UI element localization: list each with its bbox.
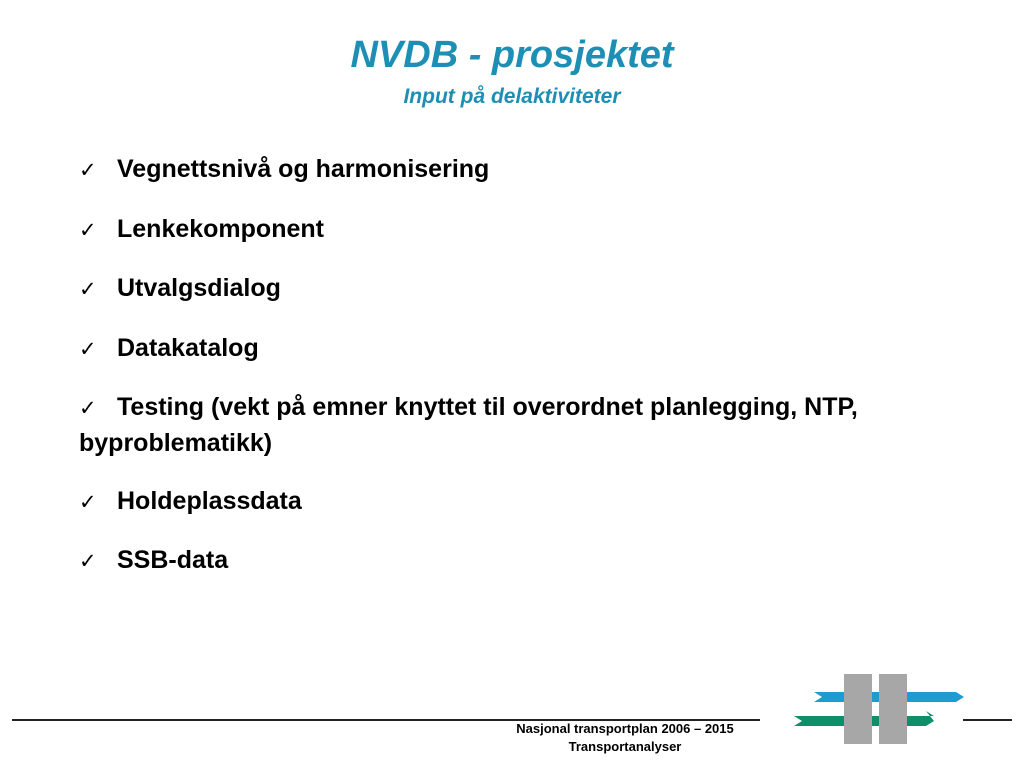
- bullet-item: [79, 271, 999, 307]
- logo-gray-bar-left: [844, 674, 872, 744]
- bullet-list: [79, 152, 999, 603]
- bullet-text: Datakatalog: [117, 333, 259, 362]
- checkmark-icon: ✓: [79, 278, 97, 301]
- bullet-item: [79, 484, 999, 520]
- bullet-item: [79, 331, 999, 367]
- bullet-text: SSB-data: [117, 546, 229, 574]
- checkmark-icon: ✓: [79, 490, 97, 514]
- checkmark-icon: ✓: [79, 159, 97, 182]
- checkmark-icon: ✓: [79, 550, 97, 573]
- bullet-item: [79, 152, 999, 188]
- bullet-text: Holdeplassdata: [117, 486, 302, 515]
- bullet-text: Utvalgsdialog: [117, 274, 281, 302]
- footer-divider-right: [963, 719, 1012, 721]
- bullet-text: Lenkekomponent: [117, 214, 324, 243]
- ntp-logo-icon: [788, 672, 966, 746]
- checkmark-icon: ✓: [79, 337, 97, 361]
- bullet-item: [79, 212, 999, 248]
- slide-title: NVDB - prosjektet: [350, 34, 674, 76]
- bullet-item: [79, 543, 999, 579]
- logo-gray-bar-right: [879, 674, 907, 744]
- bullet-item: [79, 390, 999, 460]
- footer: [480, 720, 770, 756]
- bullet-text: Testing (vekt på emner knyttet til overordnet planlegging, NTP, byproblematikk): [79, 393, 858, 457]
- footer-subtitle: Transportanalyser: [568, 739, 682, 754]
- slide-subtitle: Input på delaktiviteter: [403, 85, 621, 108]
- footer-title: Nasjonal transportplan 2006 – 2015: [516, 721, 734, 736]
- checkmark-icon: ✓: [79, 397, 97, 420]
- bullet-text: Vegnettsnivå og harmonisering: [117, 155, 490, 183]
- checkmark-icon: ✓: [79, 218, 97, 242]
